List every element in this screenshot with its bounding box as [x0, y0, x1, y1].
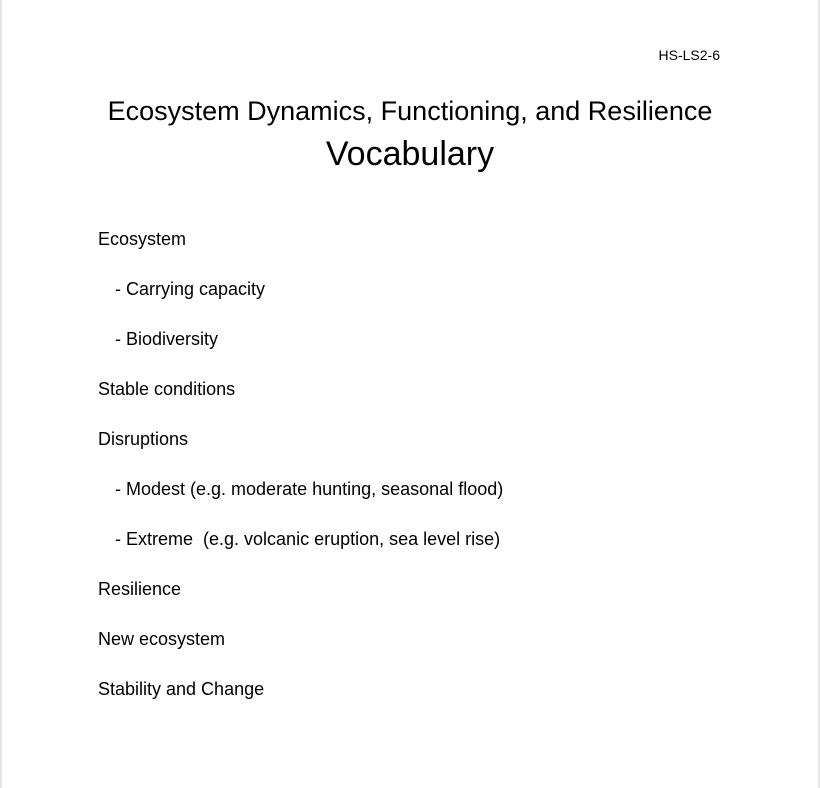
- standard-code: HS-LS2-6: [658, 47, 720, 63]
- vocab-term: New ecosystem: [98, 629, 226, 649]
- vocab-term: Ecosystem: [98, 229, 187, 249]
- page-title: Ecosystem Dynamics, Functioning, and Resilience: [107, 96, 713, 126]
- vocab-term: Stable conditions: [98, 379, 236, 399]
- vocab-term: Stability and Change: [98, 679, 265, 699]
- vocab-term: Resilience: [98, 579, 182, 599]
- vocab-subterm: - Carrying capacity: [115, 279, 266, 299]
- vocabulary-list: [98, 227, 503, 727]
- vocab-subterm: - Modest (e.g. moderate hunting, seasonal flood): [115, 479, 504, 499]
- page-subtitle: Vocabulary: [325, 135, 495, 173]
- vocab-subterm: - Extreme (e.g. volcanic eruption, sea level rise): [115, 529, 501, 549]
- document-page: [2, 0, 818, 788]
- vocab-term: Disruptions: [98, 429, 189, 449]
- vocab-subterm: - Biodiversity: [115, 329, 219, 349]
